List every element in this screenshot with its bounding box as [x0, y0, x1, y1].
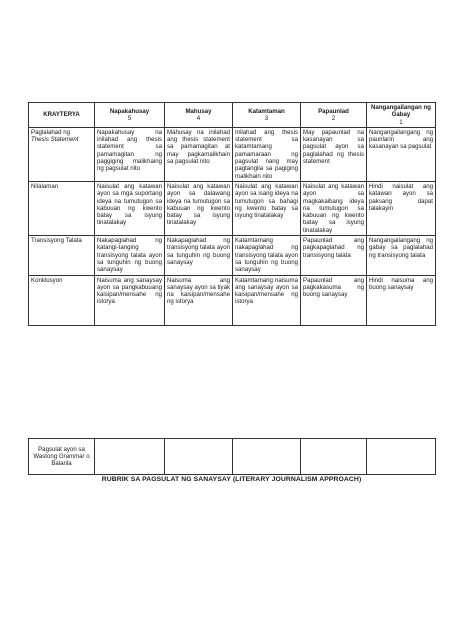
header-score: 2 [331, 114, 336, 122]
header-label: Napakahusay [109, 107, 150, 115]
header-row [29, 103, 436, 128]
criterion-label: Paglalahad ng [31, 128, 70, 136]
rubric-cell: Naisulat ang katawan ayon sa isang ideya na tumutugon sa bahagi ng kwento batay sa isyung tinatalakay [233, 181, 301, 235]
table-row-nilalaman [29, 181, 436, 235]
rubric-cell: Inilahad ang thesis statement sa katamtamang pamamaraan ng pagsulat nang may pagtanglia sa pagiging malikhain nito [233, 127, 301, 181]
rubric-cell: Katamtamang naisuma ang sanaysay ayon sa kaisipan/mensahe ng istorya [233, 275, 301, 325]
criterion-cell: Nilalaman [29, 181, 95, 235]
rubric-cell: Nangangailangang ng gabay sa paglalahad ng transisyong talata [367, 236, 436, 275]
header-label: KRAYTERYA [43, 111, 80, 119]
header-score: 4 [196, 114, 201, 122]
rubric-cell: Hindi naisuma ang buong sanaysay [367, 275, 436, 325]
rubric-cell: Naisulat ang katawan ayon sa mga suportang ideya na tumutugon sa kabuuan ng kwento batay sa isyung tinatalakay [95, 181, 165, 235]
rubric-cell: Papaunlad ang pagkakasuma ng buong sanaysay [301, 275, 367, 325]
rubric-cell: Hindi naisulat ang katawan ayon sa paksang dapat talakayin [367, 181, 436, 235]
rubric-cell-empty [165, 439, 233, 475]
criterion-label: o Balarila [51, 452, 90, 468]
criterion-emphasis: Grammar [58, 452, 85, 460]
header-label: Katamtaman [248, 107, 285, 115]
rubric-cell-empty [367, 439, 436, 475]
rubric-cell-empty [95, 439, 165, 475]
rubric-cell: Naisulat ang katawan ayon sa dalawang ideya na tumutugon sa kabuuan ng kwento batay sa isyung tinatalakay [165, 181, 233, 235]
rubric-caption: RUBRIK SA PAGSULAT NG SANAYSAY (LITERARY JOURNALISM APPROACH) [101, 476, 362, 483]
header-label: Nangangailangan ng Gabay [371, 104, 431, 119]
rubric-cell: Naisuma ang sanaysay ayon sa tiyak na kaisipan/mensahe ng istorya [165, 275, 233, 325]
criterion-label: Pagsulat ayon sa Wastong [33, 445, 85, 460]
rubric-cell: Papaunlad ang pagkapaglahad ng transisyong talata [301, 236, 367, 275]
rubric-cell: Naisuma ang sanaysay ayon sa pangkabuuang kaisipan/mensahe ng istorya [95, 275, 165, 325]
header-papaunlad [301, 103, 367, 128]
header-napakahusay [95, 103, 165, 128]
table-row-konklusyon [29, 275, 436, 325]
header-katamtaman [233, 103, 301, 128]
criterion-cell: Konklusyon [29, 275, 95, 325]
rubric-cell: Nakapaglahad ng katangi-tanging transisyong talata ayon sa tunguhin ng buong sanaysay [95, 236, 165, 275]
rubric-cell: Nakapaglahad ng transisyong talata ayon sa tunguhin ng buong sanaysay [165, 236, 233, 275]
rubric-cell: Katamtamang nakapaglahad ng transisyong talata ayon sa tunguhin ng buong sanaysay [233, 236, 301, 275]
header-score: 1 [399, 118, 403, 126]
table-row-grammar [29, 439, 436, 475]
criterion-cell: Transisyong Talata [29, 236, 95, 275]
header-label: Papaunlad [318, 107, 349, 115]
rubric-table-continued [28, 438, 436, 475]
rubric-cell: Naisulat ang katawan ayon sa magkakaibang ideya na tumutugon sa kabuuan ng kwento batay sa isyung tinatalakay [301, 181, 367, 235]
table-row-thesis [29, 127, 436, 181]
header-score: 3 [264, 114, 269, 122]
rubric-table [28, 102, 436, 326]
criterion-emphasis: Thesis Statement [31, 136, 79, 144]
rubric-cell-empty [301, 439, 367, 475]
header-nangangailangan [367, 103, 436, 128]
header-label: Mahusay [185, 107, 212, 115]
criterion-cell [29, 127, 95, 181]
rubric-cell: Mahusay na inilahad ang thesis statement sa pamamagitan at may pagkamalikhain sa pagsulat nito [165, 127, 233, 181]
rubric-cell: May papaunlad na kasanayan sa pagsulat ayon sa paglalahad ng thesis statement [301, 127, 367, 181]
criterion-cell [29, 439, 95, 475]
rubric-cell: Nangangailangang ng paunlarin ang kasanayan sa pagsulat [367, 127, 436, 181]
rubric-cell-empty [233, 439, 301, 475]
table-row-transisyon [29, 236, 436, 275]
header-score: 5 [127, 114, 132, 122]
rubric-cell: Napakahusay na inilahad ang thesis statement sa pamamagitan ng paggiging malikhaing ng pagsulat nito [95, 127, 165, 181]
header-criteria [29, 103, 95, 128]
header-mahusay [165, 103, 233, 128]
